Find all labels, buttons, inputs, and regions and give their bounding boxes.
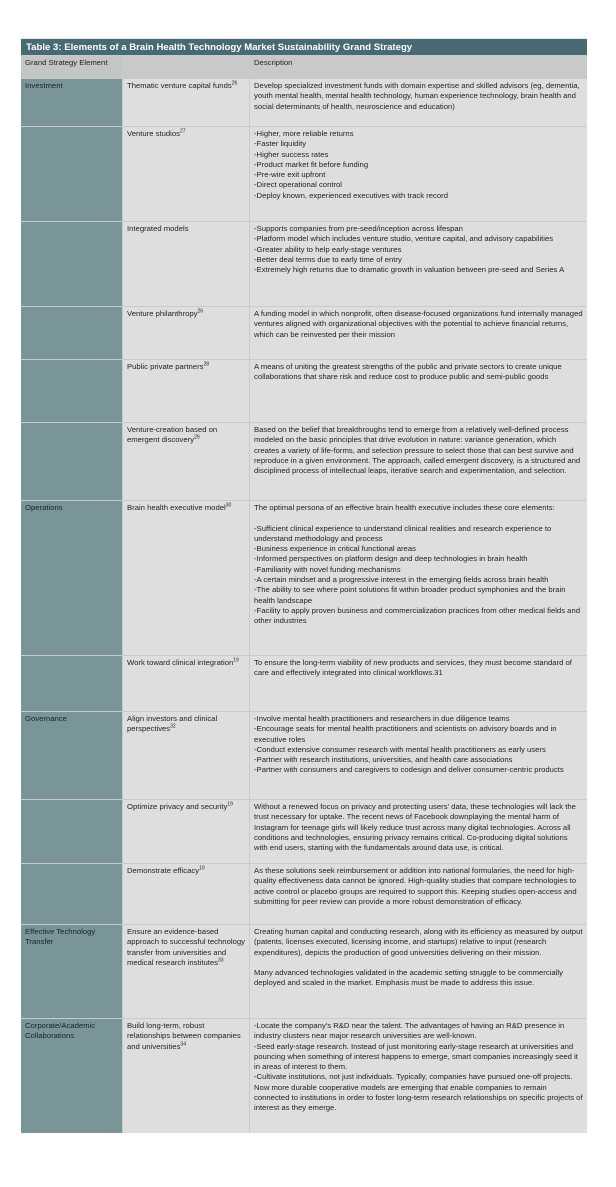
reference-number: 19: [233, 657, 239, 664]
table-row: [21, 306, 587, 359]
reference-number: 26: [231, 80, 238, 87]
reference-number: 19: [227, 801, 233, 808]
description-line: As these solutions seek reimbursement or addition into national formularies, the need for high-quality effectiveness data cannot be ignored. High-quality studies that compare technologies to active control or placebo groups are required to support this. Keeping studies open-access and submitting for peer review can provide a more robust demonstration of efficacy.: [254, 866, 577, 906]
description-cell: [249, 1019, 587, 1133]
description-cell: [249, 222, 587, 306]
table-row: [21, 500, 587, 655]
strategy-label: Build long-term, robust relationships between companies and universities: [127, 1021, 241, 1051]
description-line: A funding model in which nonprofit, often disease-focused organizations fund internally managed ventures aligned with organizational objectives with the potential to achieve financial returns, which can be reinvested per their mission: [254, 309, 583, 339]
description-line: Based on the belief that breakthroughs tend to emerge from a relatively well-defined process modeled on the basic principles that drive evolution in nature: variance generation, which creates a variety of life-forms, and selection pressure to select those that can best survive and reproduce in a given environment. The approach, called emergent discovery, is a structured and disciplined process of intellectual leaps, iterative search and experimentation, and selection.: [254, 425, 581, 476]
strategy-label: Venture studios: [127, 129, 180, 138]
description-line: To ensure the long-term viability of new products and services, they must become standard of care and effectively integrated into clinical workflows.31: [254, 658, 572, 678]
table-row: [21, 422, 587, 500]
description-cell: [249, 360, 587, 422]
strategy-table: [21, 38, 587, 1133]
element-cell: Governance: [21, 712, 122, 799]
strategy-cell: [122, 1019, 249, 1133]
description-line: -Encourage seats for mental health practitioners and scientists on advisory boards and in executive roles: [254, 724, 557, 744]
description-line: A means of uniting the greatest strengths of the public and private sectors to create unique collaborations that share risk and reduce cost to produce public and semi-public goods: [254, 362, 562, 382]
description-line: -Involve mental health practitioners and researchers in due diligence teams: [254, 714, 510, 723]
strategy-cell: [122, 127, 249, 221]
header-strategy: [122, 56, 249, 78]
description-line: -The ability to see where point solutions fit within broader product symphonies and the brain health landscape: [254, 585, 566, 605]
description-line: -Higher success rates: [254, 149, 329, 159]
description-line: -Direct operational control: [254, 180, 343, 190]
description-line: Creating human capital and conducting research, along with its efficiency as measured by output (patents, licenses executed, licensing income, and startups) relative to input (research expenditures), depicts the production of good universities delivering on their mission.: [254, 927, 583, 957]
element-cell: [21, 127, 122, 221]
description-line: -Cultivate institutions, not just individuals. Typically, companies have pursued one-off projects. Now more durable cooperative models are emerging that enable companies to remain connected to institutions in order to foster long-term research relationships on specific projects of interest as they emerge.: [254, 1072, 583, 1113]
strategy-cell: [122, 79, 249, 126]
description-line: -Deploy known, experienced executives with track record: [254, 190, 448, 200]
reference-number: 33: [218, 957, 224, 964]
element-cell: [21, 423, 122, 500]
description-line: -Better deal terms due to early time of entry: [254, 254, 402, 264]
strategy-cell: [122, 222, 249, 306]
reference-number: 26: [197, 308, 204, 315]
description-line: -Partner with consumers and caregivers to codesign and deliver consumer-centric products: [254, 765, 564, 775]
strategy-cell: [122, 864, 249, 924]
description-line: [254, 958, 583, 968]
description-line: -Locate the company's R&D near the talent. The advantages of having an R&D presence in industry clusters near major research universities are well-known.: [254, 1021, 565, 1041]
description-cell: [249, 501, 587, 655]
element-cell: Operations: [21, 501, 122, 655]
description-line: -Seed early-stage research. Instead of just monitoring early-stage research at universities and pouncing when something of interest happens to emerge, smart companies increasingly seed it in areas of interest to them.: [254, 1041, 578, 1072]
description-line: -Informed perspectives on platform design and deep technologies in brain health: [254, 554, 528, 564]
description-cell: [249, 712, 587, 799]
table-row: [21, 863, 587, 924]
strategy-label: Work toward clinical integration: [127, 658, 234, 667]
table-row: [21, 221, 587, 306]
reference-number: 34: [180, 1041, 186, 1048]
description-line: Without a renewed focus on privacy and protecting users' data, these technologies will lack the trust necessary for uptake. The recent news of Facebook downplaying the mental harm of Instagram for teenage girls will likely reduce trust across many digital technologies. Across all conditions and technologies, ensuring privacy remains critical. Co-producing digital solutions with end users, starting with the fundamentals around data use, is critical.: [254, 802, 576, 853]
description-line: -Partner with research institutions, universities, and health care associations: [254, 755, 513, 765]
description-line: Many advanced technologies validated in the academic setting struggle to be commercially deployed and scaled in the market. Emphasis must be made to address this issue.: [254, 968, 563, 988]
strategy-label: Ensure an evidence-based approach to successful technology transfer from universities and medical research institutes: [127, 927, 245, 967]
element-cell: Effective Technology Transfer: [21, 925, 122, 1018]
description-cell: [249, 864, 587, 924]
strategy-cell: [122, 925, 249, 1018]
description-cell: [249, 800, 587, 863]
strategy-cell: [122, 712, 249, 799]
description-line: -Sufficient clinical experience to understand clinical realities and research experience to understand methodology and process: [254, 523, 552, 543]
reference-number: 27: [180, 128, 186, 135]
element-cell: [21, 864, 122, 924]
strategy-cell: [122, 800, 249, 863]
description-cell: [249, 79, 587, 126]
element-cell: [21, 800, 122, 863]
description-line: -Higher, more reliable returns: [254, 129, 354, 138]
table-row: [21, 924, 587, 1018]
element-cell: [21, 222, 122, 306]
table-row: [21, 359, 587, 422]
description-cell: [249, 656, 587, 711]
description-line: -Extremely high returns due to dramatic growth in valuation between pre-seed and Series A: [254, 265, 565, 275]
description-line: Develop specialized investment funds with domain expertise and skilled advisors (eg, dementia, youth mental health, mental health technology, human experience technology, brain health and social determinants of health, neuroscience and education): [254, 81, 580, 111]
header-description: Description: [249, 56, 587, 78]
reference-number: 19: [199, 865, 205, 872]
strategy-label: Optimize privacy and security: [127, 802, 228, 811]
strategy-label: Demonstrate efficacy: [127, 866, 200, 875]
description-line: -Platform model which includes venture studio, venture capital, and advisory capabilities: [254, 234, 554, 244]
table-row: [21, 799, 587, 863]
table-row: [21, 126, 587, 221]
description-line: -Familiarity with novel funding mechanisms: [254, 564, 401, 574]
description-cell: [249, 127, 587, 221]
strategy-cell: [122, 307, 249, 359]
description-line: -Conduct extensive consumer research with mental health practitioners as early users: [254, 744, 546, 754]
table-row: [21, 655, 587, 711]
reference-number: 32: [170, 723, 176, 730]
element-cell: [21, 360, 122, 422]
description-cell: [249, 307, 587, 359]
strategy-cell: [122, 656, 249, 711]
header-row: [21, 55, 587, 78]
description-line: -A certain mindset and a progressive interest in the emerging fields across brain health: [254, 575, 549, 585]
reference-number: 28: [203, 361, 210, 368]
strategy-label: Public private partners: [127, 362, 204, 371]
table-row: [21, 1018, 587, 1133]
description-line: -Business experience in critical functional areas: [254, 544, 416, 554]
strategy-cell: [122, 423, 249, 500]
strategy-label: Venture-creation based on emergent discovery: [127, 425, 218, 445]
description-line: The optimal persona of an effective brain health executive includes these core elements:: [254, 503, 555, 512]
header-element: Grand Strategy Element: [21, 56, 122, 78]
element-cell: Corporate/Academic Collaborations: [21, 1019, 122, 1133]
description-line: [254, 513, 583, 523]
strategy-label: Brain health executive model: [127, 503, 226, 512]
description-line: -Facility to apply proven business and commercialization practices from other medical fields and other industries: [254, 605, 581, 626]
strategy-label: Integrated models: [127, 224, 189, 233]
table-title: Table 3: Elements of a Brain Health Technology Market Sustainability Grand Strategy: [21, 38, 587, 55]
description-line: -Faster liquidity: [254, 139, 307, 149]
element-cell: [21, 656, 122, 711]
reference-number: 30: [225, 502, 232, 509]
strategy-label: Venture philanthropy: [127, 309, 198, 318]
table-body: [21, 78, 587, 1133]
element-cell: [21, 307, 122, 359]
reference-number: 29: [194, 434, 200, 441]
strategy-cell: [122, 501, 249, 655]
element-cell: Investment: [21, 79, 122, 126]
description-cell: [249, 423, 587, 500]
strategy-cell: [122, 360, 249, 422]
table-row: [21, 711, 587, 799]
description-line: -Supports companies from pre-seed/inception across lifespan: [254, 224, 463, 233]
strategy-label: Thematic venture capital funds: [127, 81, 232, 90]
description-cell: [249, 925, 587, 1018]
description-line: -Pre-wire exit upfront: [254, 170, 326, 180]
table-row: [21, 78, 587, 126]
strategy-label: Align investors and clinical perspectives: [127, 714, 218, 734]
description-line: -Greater ability to help early-stage ventures: [254, 244, 402, 254]
description-line: -Product market fit before funding: [254, 159, 369, 169]
